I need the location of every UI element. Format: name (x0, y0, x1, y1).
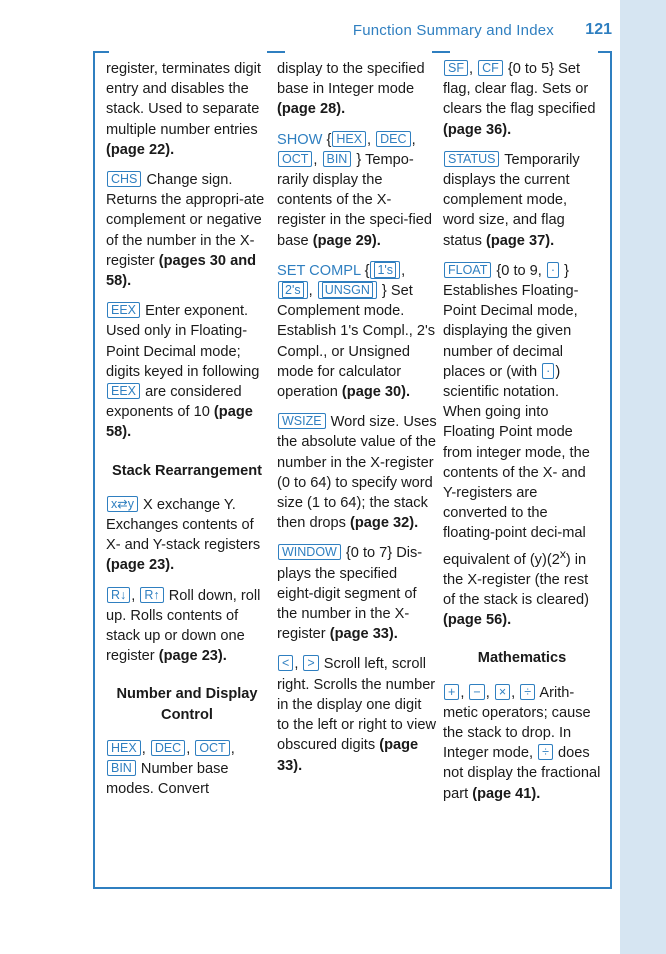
entry-float: FLOAT {0 to 9, · } Establishes Floating-Point Decimal mode, displaying the given number of decimal places or (with · ) scientific notation. When going into Floating Point mode from integer mode, the contents of the X- and Y-registers are converted to the floating-point deci-mal equivalent of (y)(2$^x$) in the X-register (the rest of the stack is cleared) (page 56). (443, 262, 590, 629)
frame-top-mid-line-2 (432, 51, 450, 53)
section-heading-number-display: Number and Display Control (116, 686, 258, 723)
decimal-point-key-inline: · (542, 363, 554, 379)
unsigned-key: UNSGN (318, 281, 377, 299)
status-key: STATUS (444, 151, 499, 167)
hex-key: HEX (107, 740, 141, 756)
chs-key: CHS (107, 171, 141, 187)
entry-wsize: WSIZE Word size. Uses the absolute value of the number in the X-register (0 to 64) to specify word size (1 to 64); the stack then drops (page 32). (277, 414, 437, 532)
oct-key: OCT (195, 740, 229, 756)
show-dec-key: DEC (376, 131, 410, 147)
entry-flags: SF , CF {0 to 5} Set flag, clear flag. Sets or clears the flag specified (page 36). (443, 61, 596, 138)
entry-number-base-continued: display to the specified base in Integer mode (page 28). (277, 61, 425, 118)
scroll-left-key: < (278, 655, 293, 671)
decimal-point-key: · (547, 262, 559, 278)
clear-flag-key: CF (478, 60, 503, 76)
entry-chs: CHS Change sign. Returns the appropri-ate complement or negative of the number in the X-register (pages 30 and 58). (106, 172, 265, 290)
dec-key: DEC (151, 740, 185, 756)
section-heading-mathematics: Mathematics (477, 650, 567, 667)
column-2 (277, 59, 437, 786)
entry-status: STATUS Temporarily displays the current complement mode, word size, and flag status (page 37). (443, 151, 580, 249)
divide-key: ÷ (520, 684, 535, 700)
show-hex-key: HEX (332, 131, 366, 147)
roll-down-key: R↓ (107, 587, 130, 603)
frame-top-mid-line-1 (267, 51, 285, 53)
entry-scroll: < , > Scroll left, scroll right. Scrolls the number in the display one digit to the left or right to view obscured digits (page 33). (277, 656, 436, 774)
bin-key: BIN (107, 760, 136, 776)
entry-roll: R↓ , R↑ Roll down, roll up. Rolls contents of stack up or down one register (page 23). (106, 587, 261, 665)
entry-arithmetic: + , − , × , ÷ Arith-metic operators; cause the stack to drop. In Integer mode, ÷ does not display the fractional part (page 41). (443, 684, 601, 802)
page-header (0, 20, 612, 44)
column-1 (106, 59, 268, 810)
entry-window: WINDOW {0 to 7} Dis-plays the specified eight-digit segment of the number in the X-register (page 33). (277, 545, 423, 643)
multiply-key: × (495, 684, 510, 700)
show-oct-key: OCT (278, 151, 312, 167)
set-flag-key: SF (444, 60, 468, 76)
ones-compl-key: 1's (370, 261, 400, 279)
divide-key-inline: ÷ (538, 744, 553, 760)
frame-top-right-line (598, 51, 610, 53)
page-number: 121 (585, 21, 612, 38)
minus-key: − (469, 684, 484, 700)
eex-key: EEX (107, 302, 140, 318)
entry-xy-exchange: x⇄y X exchange Y. Exchanges contents of X- and Y-stack registers (page 23). (106, 496, 261, 574)
float-key: FLOAT (444, 262, 491, 278)
set-compl-label: SET COMPL (277, 262, 361, 279)
page-edge-strip (620, 0, 666, 954)
entry-show: SHOW { HEX , DEC , OCT , BIN } Tempo-rarily display the contents of the X-register in the speci-fied base (page 29). (277, 131, 432, 249)
window-key: WINDOW (278, 544, 341, 560)
scroll-right-key: > (303, 655, 318, 671)
header-title: Function Summary and Index (352, 22, 554, 39)
roll-up-key: R↑ (140, 587, 163, 603)
eex-key-inline: EEX (107, 383, 140, 399)
entry-number-base: HEX , DEC , OCT , BIN Number base modes. Convert (106, 740, 235, 798)
frame-top-left-line (95, 51, 109, 53)
entry-eex: EEX Enter exponent. Used only in Floating-Point Decimal mode; digits keyed in following EEX are considered exponents of 10 (page 58). (106, 303, 260, 441)
entry-set-compl: SET COMPL { 1's , 2's , UNSGN } Set Complement mode. Establish 1's Compl., 2's Compl., or Unsigned mode for calculator operation (page 30). (277, 262, 436, 401)
xy-exchange-key: x⇄y (107, 496, 138, 512)
wsize-key: WSIZE (278, 413, 326, 429)
show-label: SHOW (277, 131, 323, 148)
twos-compl-key: 2's (278, 281, 308, 299)
plus-key: + (444, 684, 459, 700)
show-bin-key: BIN (323, 151, 352, 167)
column-3 (443, 59, 601, 814)
entry-enter-continued: register, terminates digit entry and disables the stack. Used to separate multiple number entries (page 22). (106, 61, 261, 158)
section-heading-stack: Stack Rearrangement (111, 462, 263, 479)
